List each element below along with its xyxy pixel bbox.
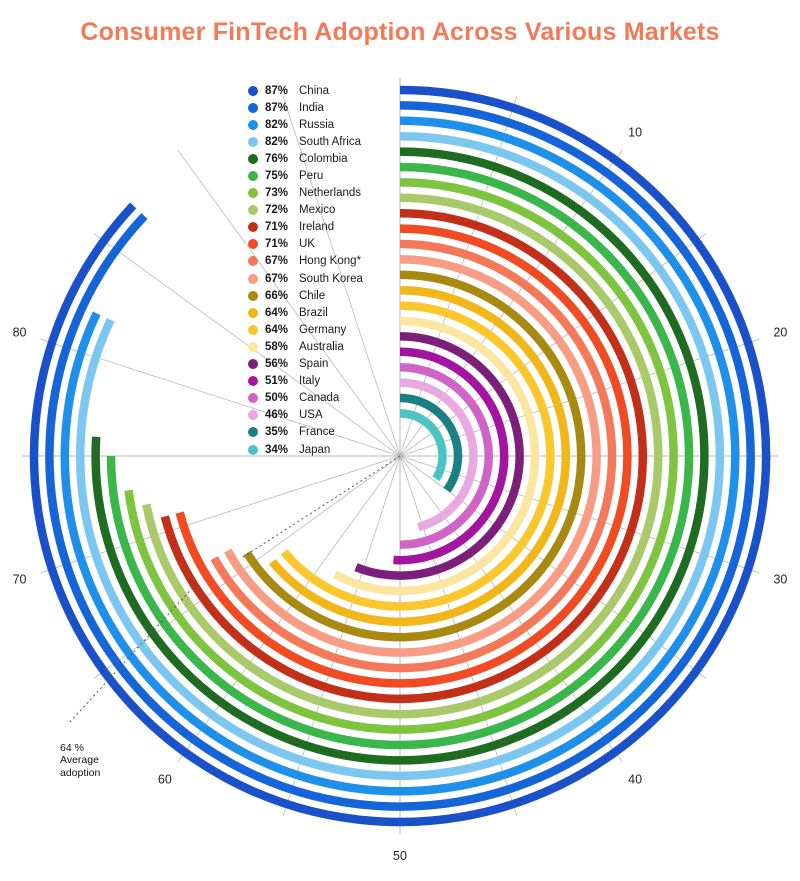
legend-item[interactable] xyxy=(248,150,398,167)
legend-label: Germany xyxy=(299,323,347,336)
legend-item[interactable] xyxy=(248,441,398,458)
legend-color-swatch-icon xyxy=(248,103,258,113)
legend-item[interactable] xyxy=(248,99,398,116)
legend-item[interactable] xyxy=(248,373,398,390)
legend-label: Russia xyxy=(299,118,335,131)
legend-color-swatch-icon xyxy=(248,376,258,386)
legend-item[interactable] xyxy=(248,270,398,287)
annotation-line-3: adoption xyxy=(60,766,101,779)
legend-color-swatch-icon xyxy=(248,154,258,164)
legend-item[interactable] xyxy=(248,133,398,150)
legend-value: 87% xyxy=(265,84,289,97)
legend-label: UK xyxy=(299,238,315,251)
legend-value: 46% xyxy=(265,409,289,422)
axis-tick-label: 70 xyxy=(12,572,27,587)
legend-label: China xyxy=(299,84,330,97)
legend-label: Peru xyxy=(299,170,324,183)
legend-item[interactable] xyxy=(248,321,398,338)
legend-value: 71% xyxy=(265,221,289,234)
legend-color-swatch-icon xyxy=(248,205,258,215)
legend-item[interactable] xyxy=(248,167,398,184)
axis-tick-label: 20 xyxy=(773,325,788,340)
legend-label: Mexico xyxy=(299,204,336,217)
legend-value: 75% xyxy=(265,170,289,183)
legend-item[interactable] xyxy=(248,390,398,407)
legend-item[interactable] xyxy=(248,356,398,373)
legend-label: Spain xyxy=(299,358,329,371)
legend-value: 72% xyxy=(265,204,289,217)
legend-value: 87% xyxy=(265,101,289,114)
legend-color-swatch-icon xyxy=(248,120,258,130)
legend-label: South Korea xyxy=(299,272,363,285)
legend-color-swatch-icon xyxy=(248,86,258,96)
legend-item[interactable] xyxy=(248,407,398,424)
legend-item[interactable] xyxy=(248,202,398,219)
legend-color-swatch-icon xyxy=(248,393,258,403)
legend-color-swatch-icon xyxy=(248,308,258,318)
axis-tick-label: 10 xyxy=(628,125,643,140)
legend-item[interactable] xyxy=(248,219,398,236)
legend-value: 67% xyxy=(265,255,289,268)
axis-tick-label: 50 xyxy=(393,849,407,863)
axis-tick-label: 40 xyxy=(628,772,643,787)
legend-label: India xyxy=(299,101,324,114)
legend-value: 56% xyxy=(265,358,289,371)
legend-label: Hong Kong* xyxy=(299,255,362,268)
legend-value: 82% xyxy=(265,135,289,148)
legend-item[interactable] xyxy=(248,424,398,441)
legend-color-swatch-icon xyxy=(248,359,258,369)
legend-label: Ireland xyxy=(299,221,335,234)
legend-item[interactable] xyxy=(248,338,398,355)
legend-value: 76% xyxy=(265,152,289,165)
legend-value: 34% xyxy=(265,443,289,456)
chart-legend xyxy=(248,82,398,458)
legend-value: 64% xyxy=(265,323,289,336)
legend-label: France xyxy=(299,426,335,439)
legend-value: 82% xyxy=(265,118,289,131)
legend-item[interactable] xyxy=(248,82,398,99)
legend-label: South Africa xyxy=(299,135,362,148)
legend-value: 67% xyxy=(265,272,289,285)
legend-item[interactable] xyxy=(248,116,398,133)
legend-item[interactable] xyxy=(248,287,398,304)
legend-label: Netherlands xyxy=(299,187,362,200)
legend-color-swatch-icon xyxy=(248,291,258,301)
legend-color-swatch-icon xyxy=(248,222,258,232)
legend-label: Australia xyxy=(299,340,344,353)
legend-label: Canada xyxy=(299,392,340,405)
axis-tick-label: 60 xyxy=(157,772,172,787)
legend-value: 73% xyxy=(265,187,289,200)
legend-label: Chile xyxy=(299,289,326,302)
axis-tick-label: 80 xyxy=(12,325,27,340)
legend-value: 66% xyxy=(265,289,289,302)
legend-label: Brazil xyxy=(299,306,328,319)
axis-tick-label: 30 xyxy=(773,572,788,587)
legend-value: 58% xyxy=(265,340,289,353)
legend-color-swatch-icon xyxy=(248,274,258,284)
legend-color-swatch-icon xyxy=(248,171,258,181)
legend-color-swatch-icon xyxy=(248,445,258,455)
annotation-line-2: Average xyxy=(60,754,99,767)
legend-item[interactable] xyxy=(248,304,398,321)
legend-color-swatch-icon xyxy=(248,137,258,147)
page-title: Consumer FinTech Adoption Across Various Markets xyxy=(80,18,720,46)
radial-bar[interactable] xyxy=(400,383,473,527)
annotation-line-1: 64 % xyxy=(60,742,84,754)
legend-value: 35% xyxy=(265,426,289,439)
legend-color-swatch-icon xyxy=(248,427,258,437)
average-adoption-annotation xyxy=(60,742,100,779)
legend-item[interactable] xyxy=(248,185,398,202)
legend-value: 64% xyxy=(265,306,289,319)
legend-color-swatch-icon xyxy=(248,188,258,198)
legend-value: 51% xyxy=(265,375,289,388)
legend-label: Colombia xyxy=(299,152,348,165)
legend-color-swatch-icon xyxy=(248,342,258,352)
legend-color-swatch-icon xyxy=(248,410,258,420)
radial-bar[interactable] xyxy=(400,413,443,478)
legend-color-swatch-icon xyxy=(248,325,258,335)
legend-color-swatch-icon xyxy=(248,256,258,266)
legend-label: Japan xyxy=(299,443,331,456)
legend-item[interactable] xyxy=(248,236,398,253)
legend-label: USA xyxy=(299,409,323,422)
legend-label: Italy xyxy=(299,375,321,388)
legend-color-swatch-icon xyxy=(248,239,258,249)
legend-value: 71% xyxy=(265,238,289,251)
legend-value: 50% xyxy=(265,392,289,405)
legend-item[interactable] xyxy=(248,253,398,270)
